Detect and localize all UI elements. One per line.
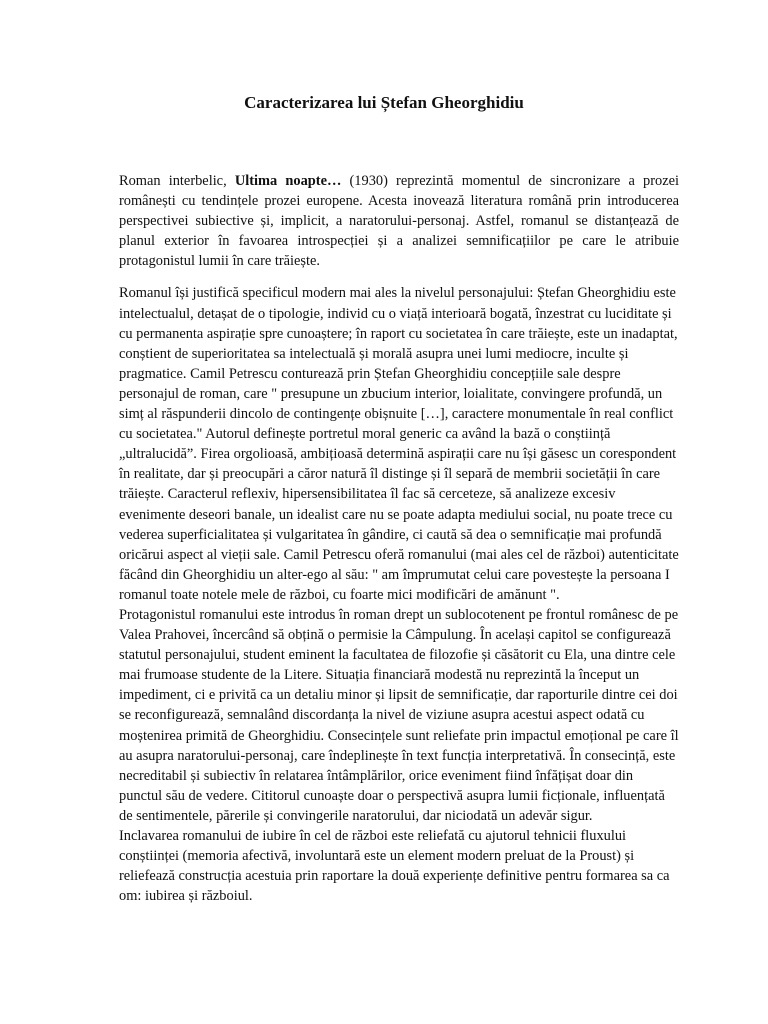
intro-before: Roman interbelic, — [119, 173, 235, 189]
paragraph-war-love: Inclavarea romanului de iubire în cel de război este reliefată cu ajutorul tehnicii fluxului conștiinței (memoria afectivă, involuntară este un element modern preluat de la Proust) și reliefează construcția acestuia prin raportare la două experiențe definitive pentru formarea sa ca om: iubirea și războiul. — [119, 828, 670, 905]
intro-after: (1930) reprezintă momentul de sincronizare a prozei românești cu tendințele prozei europene. Acesta inovează literatura română prin introducerea perspectivei subiective și, implicit, a naratorului-personaj. Astfel, romanul se distanțează de planul exterior în favoarea introspecției și a analizei semnificațiilor pe care le atribuie protagonistul lumii în care trăiește. — [119, 173, 679, 270]
paragraph-character: Romanul își justifică specificul modern mai ales la nivelul personajului: Ștefan Gheorghidiu este intelectualul, detașat de o tipologie, individ cu o viață interioară bogată, înzestrat cu luciditate și cu permanenta aspirație spre cunoaștere; în raport cu societatea în care trăiește, este un inadaptat, conștient de superioritatea sa intelectuală și morală asupra unei lumi mediocre, inculte și pragmatice. Camil Petrescu conturează prin Ștefan Gheorghidiu concepțiile sale despre personajul de roman, care " presupune un zbucium interior, loialitate, convingere profundă, un simț al răspunderii dincolo de contingențe obișnuite […], caractere monumentale în real conflict cu societatea." Autorul definește portretul moral generic ca având la bază o conștiință „ultralucidă”. Firea orgolioasă, ambițioasă determină aspirații care nu își găsesc un corespondent în realitate, dar și preocupări a căror natură îl distinge și îl separă de membrii societății în care trăiește. Caracterul reflexiv, hipersensibilitatea îl fac să cerceteze, să analizeze excesiv evenimente deseori banale, un idealist care nu se poate adapta mediului social, nu poate trece cu vederea superficialitatea și vulgaritatea în gândire, ci caută să dea o semnificație mai profundă oricărui aspect al vieții sale. Camil Petrescu oferă romanului (mai ales cel de război) autenticitate făcând din Gheorghidiu un alter-ego al său: " am împrumutat celui care povestește la persoana I romanul toate notele mele de război, cu foarte mici modificări de amănunt ". — [119, 285, 679, 603]
document-title: Caracterizarea lui Ștefan Gheorghidiu — [244, 93, 524, 112]
intro-paragraph — [119, 171, 679, 271]
document-body — [119, 171, 679, 906]
paragraph-protagonist: Protagonistul romanului este introdus în roman drept un sublocotenent pe frontul românesc de pe Valea Prahovei, încercând să obțină o permisie la Câmpulung. În același capitol se configurează statutul personajului, student eminent la facultatea de filozofie și căsătorit cu Ela, una dintre cele mai frumoase studente de la Litere. Situația financiară modestă nu reprezintă la început un impediment, ci e privită ca un detaliu minor și lipsit de semnificație, dar raporturile dintre cei doi se reconfigurează, semnalând discordanța la nivel de viziune asupra acestui aspect odată cu moștenirea primită de Gheorghidiu. Consecințele sunt reliefate prin impactul emoțional pe care îl au asupra naratorului-personaj, care îndeplinește în text funcția interpretativă. În consecință, este necreditabil și subiectiv în relatarea întâmplărilor, orice eveniment fiind înfățișat doar din punctul său de vedere. Cititorul cunoaște doar o perspectivă asupra lumii ficționale, influențată de sentimentele, părerile și convingerile naratorului, dar niciodată un adevăr sigur. — [119, 606, 679, 824]
novel-title: Ultima noapte… — [234, 173, 342, 189]
